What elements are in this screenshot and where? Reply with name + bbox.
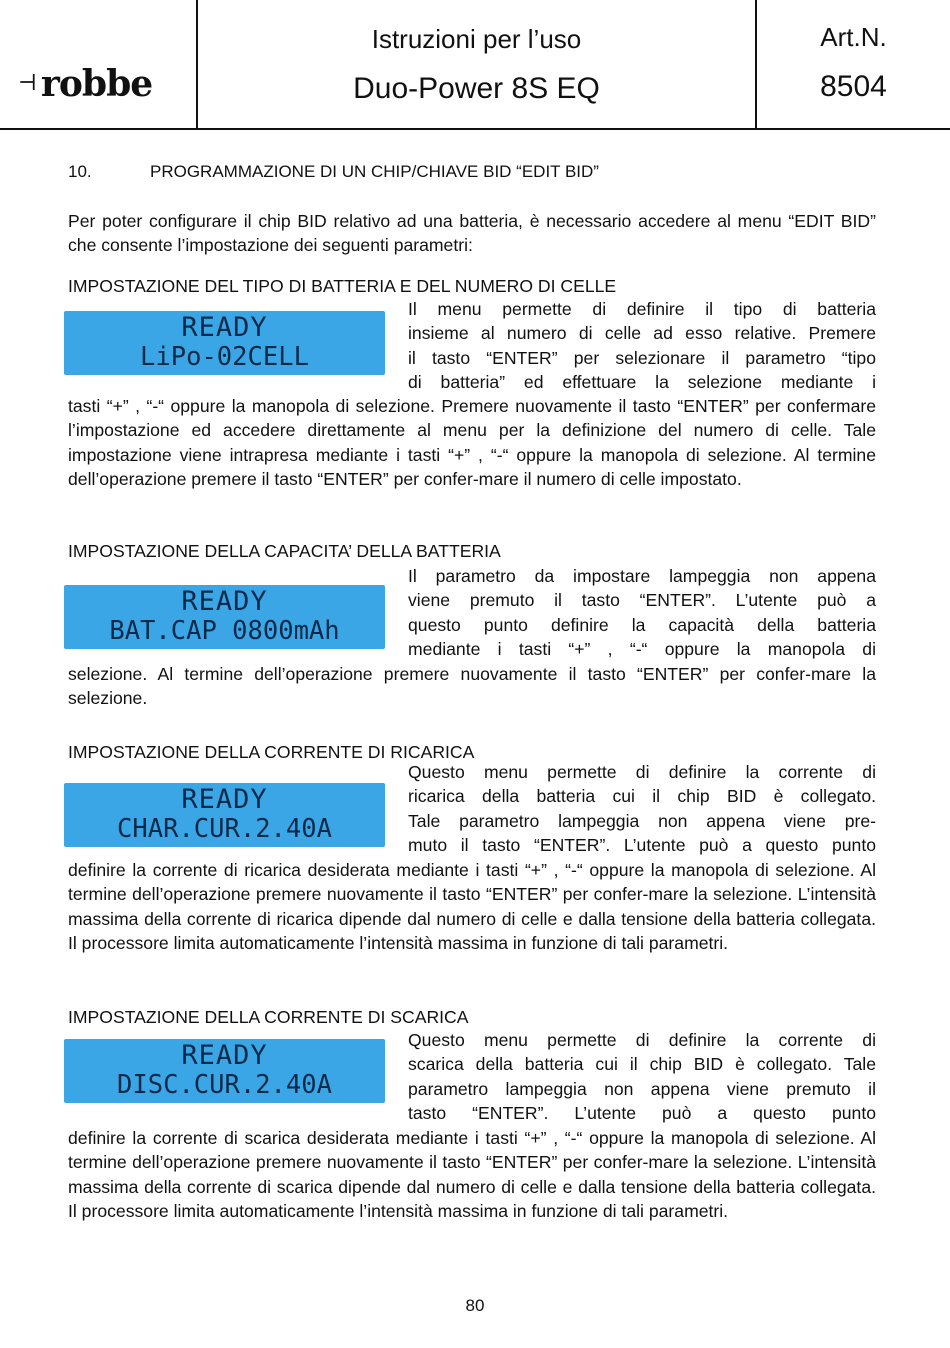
block-heading: IMPOSTAZIONE DELLA CORRENTE DI SCARICA xyxy=(68,1007,469,1027)
block-side-text xyxy=(408,1028,876,1126)
block-full-text: definire la corrente di scarica desiderata mediante i tasti “+” , “-“ oppure la manopola di selezione. Al termine dell’operazione premere nuovamente il tasto “ENTER” per confer-mare la selezione. L’intensità massima della corrente di scarica dipende dal numero di celle e dalla tensione della batteria collegata. Il processore limita automaticamente l’intensità massima in funzione di tali parametri. xyxy=(68,1128,876,1222)
robbe-logo xyxy=(18,64,152,104)
lcd-display xyxy=(64,585,385,649)
side-line: mediante i tasti “+” , “-“ oppure la manopola di xyxy=(408,639,876,660)
page-number: 80 xyxy=(465,1296,485,1315)
lcd-line-1: READY xyxy=(181,586,268,617)
side-line: tasto “ENTER”. L’utente può a questo punto xyxy=(408,1103,876,1124)
side-line: di batteria” ed effettuare la selezione mediante i xyxy=(408,372,876,393)
side-line: Tale parametro lampeggia non appena viene pre- xyxy=(408,810,876,831)
block-heading: IMPOSTAZIONE DELLA CORRENTE DI RICARICA xyxy=(68,742,475,762)
block-heading: IMPOSTAZIONE DEL TIPO DI BATTERIA E DEL NUMERO DI CELLE xyxy=(68,276,617,296)
side-line: Questo menu permette di definire la corrente di xyxy=(408,1030,876,1050)
side-line: Questo menu permette di definire la corrente di xyxy=(408,762,876,782)
lcd-line-2: BAT.CAP 0800mAh xyxy=(109,616,340,646)
side-line: scarica della batteria cui il chip BID è collegato. Tale xyxy=(408,1054,876,1075)
block-heading: IMPOSTAZIONE DELLA CAPACITA’ DELLA BATTERIA xyxy=(68,541,501,561)
lcd-line-2: LiPo-02CELL xyxy=(140,342,309,372)
section-number: 10. xyxy=(68,162,92,181)
block-side-text xyxy=(408,297,876,395)
article-label: Art.N. xyxy=(820,22,887,52)
side-line: ricarica della batteria cui il chip BID è collegato. xyxy=(408,786,876,807)
block-full-text: definire la corrente di ricarica desiderata mediante i tasti “+” , “-“ oppure la manopola di selezione. Al termine dell’operazione premere nuovamente il tasto “ENTER” per confer-mare la selezione. L’intensità massima della corrente di ricarica dipende dal numero di celle e dalla tensione della batteria collegata. Il processore limita automaticamente l’intensità massima in funzione di tali parametri. xyxy=(68,860,876,954)
page-header xyxy=(0,0,950,128)
side-line: Il parametro da impostare lampeggia non appena xyxy=(408,566,876,586)
header-divider-left xyxy=(196,0,198,130)
side-line: il tasto “ENTER” per selezionare il parametro “tipo xyxy=(408,347,876,368)
lcd-display xyxy=(64,311,385,375)
header-divider-right xyxy=(755,0,757,130)
header-subtitle: Istruzioni per l’uso xyxy=(371,24,582,54)
side-line: viene premuto il tasto “ENTER”. L’utente può a xyxy=(408,590,876,611)
lcd-line-1: READY xyxy=(181,1040,268,1071)
header-rule xyxy=(0,128,950,130)
lcd-display xyxy=(64,1039,385,1103)
article-number: 8504 xyxy=(820,70,887,103)
block-side-text xyxy=(408,564,876,662)
logo-text: robbe xyxy=(40,63,153,105)
section-intro: Per poter configurare il chip BID relativo ad una batteria, è necessario accedere al menu “EDIT BID” che consente l’impostazione dei seguenti parametri: xyxy=(68,211,876,256)
side-line: Il menu permette di definire il tipo di batteria xyxy=(408,299,876,319)
side-line: muto il tasto “ENTER”. L’utente può a questo punto xyxy=(408,835,876,856)
block-full-text: selezione. Al termine dell’operazione premere nuovamente il tasto “ENTER” per confer-mare la selezione. xyxy=(68,664,876,709)
section-title: PROGRAMMAZIONE DI UN CHIP/CHIAVE BID “EDIT BID” xyxy=(150,162,599,181)
lcd-line-2: DISC.CUR.2.40A xyxy=(117,1070,332,1100)
lcd-line-1: READY xyxy=(181,312,268,343)
side-line: parametro lampeggia non appena viene premuto il xyxy=(408,1078,876,1099)
block-side-text xyxy=(408,760,876,858)
lcd-display xyxy=(64,783,385,847)
block-full-text: tasti “+” , “-“ oppure la manopola di selezione. Premere nuovamente il tasto “ENTER” per confermare l’impostazione ed accedere direttamente al menu per la definizione del numero di celle. Tale impostazione viene intrapresa mediante i tasti “+” , “-“ oppure la manopola di selezione. Al termine dell’operazione premere il tasto “ENTER” per confer-mare il numero di celle impostato. xyxy=(68,396,876,490)
logo-mark-icon: ⊣ xyxy=(18,71,37,96)
header-title: Duo-Power 8S EQ xyxy=(353,72,600,105)
lcd-line-1: READY xyxy=(181,784,268,815)
side-line: insieme al numero di celle ad esso relative. Premere xyxy=(408,323,876,344)
lcd-line-2: CHAR.CUR.2.40A xyxy=(117,814,332,844)
side-line: questo punto definire la capacità della batteria xyxy=(408,614,876,635)
